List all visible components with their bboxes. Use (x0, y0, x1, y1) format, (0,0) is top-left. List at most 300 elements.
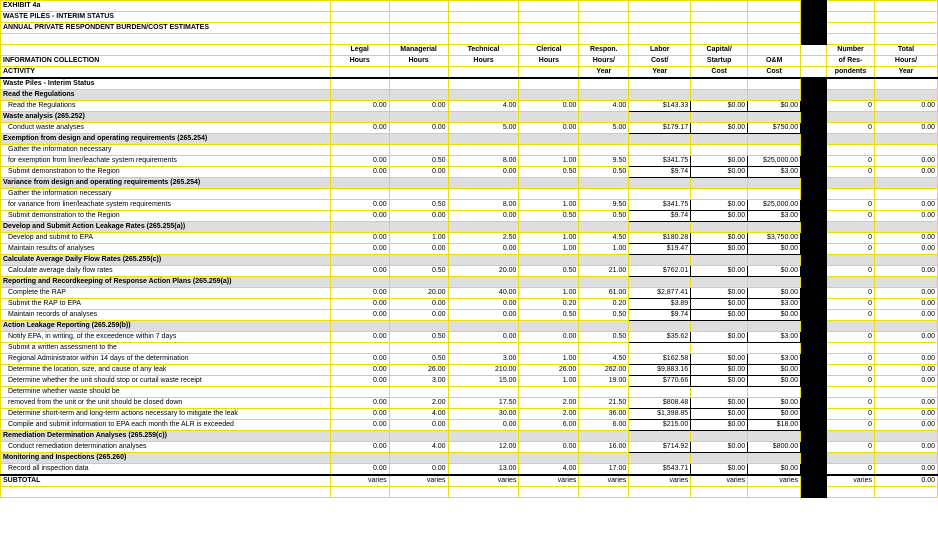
empty-cell (691, 78, 748, 90)
value-cell: 8.00 (448, 200, 519, 211)
empty-cell (629, 145, 691, 156)
value-cell: 0.00 (330, 233, 389, 244)
empty-cell (691, 453, 748, 464)
empty-cell (330, 145, 389, 156)
empty-cell (519, 178, 579, 189)
empty-cell (801, 321, 827, 332)
empty-cell (691, 277, 748, 288)
empty-cell (748, 431, 801, 442)
empty-cell (579, 78, 629, 90)
empty-cell (801, 90, 827, 101)
activity-label: removed from the unit or the unit should be closed down (1, 398, 331, 409)
value-cell: $0.00 (691, 365, 748, 376)
empty-cell (330, 277, 389, 288)
empty-cell (519, 321, 579, 332)
value-cell: 0.00 (330, 442, 389, 453)
value-cell: $714.92 (629, 442, 691, 453)
empty-cell (801, 277, 827, 288)
value-cell: $0.00 (691, 464, 748, 476)
value-cell: 26.00 (519, 365, 579, 376)
value-cell: 0.00 (874, 266, 937, 277)
activity-label: Submit a written assessment to the (1, 343, 331, 354)
table-row (1, 354, 938, 365)
empty-cell (579, 23, 629, 34)
table-row (1, 387, 938, 398)
value-cell: 21.00 (579, 266, 629, 277)
empty-cell (389, 255, 448, 266)
sheet-title: WASTE PILES - INTERIM STATUS (1, 12, 331, 23)
empty-cell (874, 178, 937, 189)
empty-cell (748, 453, 801, 464)
value-cell: $9,883.16 (629, 365, 691, 376)
activity-label: Submit demonstration to the Region (1, 167, 331, 178)
separator-cell (801, 123, 827, 134)
empty-cell (389, 487, 448, 498)
value-cell: 0.00 (389, 420, 448, 431)
separator-cell (801, 365, 827, 376)
empty-cell (748, 222, 801, 233)
separator-cell (801, 244, 827, 255)
empty-cell (389, 23, 448, 34)
activity-label: Record all inspection data (1, 464, 331, 476)
empty-cell (801, 255, 827, 266)
empty-cell (330, 222, 389, 233)
separator-cell (801, 310, 827, 321)
empty-cell (801, 222, 827, 233)
value-cell: 0.50 (519, 211, 579, 222)
column-header: O&M (748, 56, 801, 67)
empty-cell (801, 12, 827, 23)
value-cell: $0.00 (691, 211, 748, 222)
separator-cell (801, 420, 827, 431)
empty-cell (519, 1, 579, 12)
empty-cell (748, 145, 801, 156)
column-header: Clerical (519, 45, 579, 56)
separator-cell (801, 156, 827, 167)
value-cell: 0.00 (874, 464, 937, 476)
value-cell: 1.00 (519, 288, 579, 299)
empty-cell (629, 453, 691, 464)
column-header (389, 67, 448, 79)
value-cell: $3.00 (748, 354, 801, 365)
column-header: Startup (691, 56, 748, 67)
section-row (1, 453, 938, 464)
empty-cell (519, 222, 579, 233)
empty-cell (748, 1, 801, 12)
value-cell: $0.00 (691, 354, 748, 365)
empty-cell (448, 343, 519, 354)
activity-label: Maintain records of analyses (1, 310, 331, 321)
empty-cell (827, 487, 875, 498)
value-cell: 0 (827, 200, 875, 211)
value-cell: 0.20 (519, 299, 579, 310)
value-cell: 1.00 (519, 233, 579, 244)
empty-cell (874, 277, 937, 288)
value-cell: 0.00 (330, 244, 389, 255)
value-cell: 6.00 (519, 420, 579, 431)
empty-cell (691, 134, 748, 145)
empty-cell (448, 1, 519, 12)
value-cell: 5.00 (579, 123, 629, 134)
value-cell: 0.00 (330, 409, 389, 420)
value-cell: 0 (827, 233, 875, 244)
column-header: pondents (827, 67, 875, 79)
separator-cell (801, 288, 827, 299)
table-row (1, 156, 938, 167)
empty-cell (389, 277, 448, 288)
empty-cell (748, 112, 801, 123)
empty-cell (389, 90, 448, 101)
value-cell: 4.00 (389, 409, 448, 420)
value-cell: $0.00 (691, 398, 748, 409)
value-cell: 0.00 (874, 101, 937, 112)
empty-cell (519, 134, 579, 145)
value-cell: 0 (827, 211, 875, 222)
value-cell: 4.00 (519, 464, 579, 476)
empty-cell (691, 12, 748, 23)
value-cell: $0.00 (691, 288, 748, 299)
value-cell: 0.00 (874, 167, 937, 178)
empty-cell (827, 387, 875, 398)
empty-cell (519, 78, 579, 90)
empty-cell (330, 134, 389, 145)
section-row (1, 321, 938, 332)
value-cell: 0.00 (874, 376, 937, 387)
value-cell: $0.00 (691, 101, 748, 112)
empty-cell (827, 343, 875, 354)
column-header-row (1, 45, 938, 56)
value-cell: 0.00 (330, 123, 389, 134)
sheet-body (1, 1, 938, 498)
empty-cell (579, 1, 629, 12)
value-cell: 0.00 (874, 332, 937, 343)
empty-cell (330, 112, 389, 123)
value-cell: 0.00 (330, 420, 389, 431)
value-cell: 2.00 (519, 398, 579, 409)
empty-cell (330, 1, 389, 12)
table-row (1, 299, 938, 310)
separator-cell (801, 167, 827, 178)
table-row (1, 464, 938, 476)
empty-cell (874, 387, 937, 398)
value-cell: 1.00 (519, 200, 579, 211)
value-cell: $3.00 (748, 167, 801, 178)
value-cell: 9.50 (579, 200, 629, 211)
value-cell: 0.50 (579, 310, 629, 321)
table-row (1, 365, 938, 376)
column-header (448, 67, 519, 79)
value-cell: $0.00 (748, 244, 801, 255)
column-header: Legal (330, 45, 389, 56)
value-cell: 16.00 (579, 442, 629, 453)
empty-cell (330, 90, 389, 101)
separator-cell (801, 211, 827, 222)
empty-cell (629, 34, 691, 45)
value-cell: 0 (827, 398, 875, 409)
value-cell: 0.00 (330, 398, 389, 409)
activity-label: Gather the information necessary (1, 189, 331, 200)
value-cell: 0.00 (389, 244, 448, 255)
value-cell: 20.00 (389, 288, 448, 299)
value-cell: $0.00 (691, 233, 748, 244)
value-cell: 0 (827, 354, 875, 365)
empty-cell (801, 178, 827, 189)
empty-cell (519, 453, 579, 464)
separator-cell (801, 233, 827, 244)
value-cell: $2,877.41 (629, 288, 691, 299)
value-cell: 0.00 (448, 420, 519, 431)
empty-cell (748, 189, 801, 200)
value-cell: $25,000.00 (748, 156, 801, 167)
empty-cell (579, 277, 629, 288)
empty-cell (748, 12, 801, 23)
table-row (1, 167, 938, 178)
value-cell: 0.00 (389, 123, 448, 134)
activity-label: Action Leakage Reporting (265.259(b)) (1, 321, 331, 332)
value-cell: 0.00 (330, 464, 389, 476)
column-header: Year (874, 67, 937, 79)
value-cell: 0.00 (874, 156, 937, 167)
empty-cell (748, 321, 801, 332)
empty-cell (448, 431, 519, 442)
empty-cell (827, 90, 875, 101)
empty-cell (801, 134, 827, 145)
empty-cell (691, 222, 748, 233)
section-row (1, 222, 938, 233)
empty-cell (874, 487, 937, 498)
activity-label: Compile and submit information to EPA each month the ALR is exceeded (1, 420, 331, 431)
activity-label: Variance from design and operating requirements (265.254) (1, 178, 331, 189)
empty-cell (827, 112, 875, 123)
spacer-row (1, 487, 938, 498)
value-cell: $0.00 (748, 365, 801, 376)
value-cell: 0.00 (330, 299, 389, 310)
column-header: Labor (629, 45, 691, 56)
value-cell: $0.00 (691, 442, 748, 453)
activity-label: Waste Piles - Interim Status (1, 78, 331, 90)
value-cell: 2.00 (389, 398, 448, 409)
table-row (1, 101, 938, 112)
value-cell: 3.00 (448, 354, 519, 365)
value-cell: 1.00 (579, 244, 629, 255)
column-header: Hours/ (874, 56, 937, 67)
value-cell: 4.00 (389, 442, 448, 453)
separator-cell (801, 442, 827, 453)
value-cell: $18.00 (748, 420, 801, 431)
value-cell: $0.00 (691, 123, 748, 134)
table-row (1, 266, 938, 277)
value-cell: $0.00 (691, 266, 748, 277)
empty-cell (874, 145, 937, 156)
empty-cell (448, 277, 519, 288)
table-row (1, 78, 938, 90)
value-cell: 0.00 (330, 376, 389, 387)
value-cell: 262.00 (579, 365, 629, 376)
value-cell: 19.00 (579, 376, 629, 387)
empty-cell (629, 112, 691, 123)
value-cell: $808.48 (629, 398, 691, 409)
column-header-row (1, 56, 938, 67)
value-cell: 0.00 (874, 354, 937, 365)
activity-label: Exemption from design and operating requirements (265.254) (1, 134, 331, 145)
title-row (1, 12, 938, 23)
table-row (1, 409, 938, 420)
empty-cell (389, 34, 448, 45)
empty-cell (389, 112, 448, 123)
value-cell: $35.62 (629, 332, 691, 343)
empty-cell (389, 189, 448, 200)
value-cell: $9.74 (629, 310, 691, 321)
value-cell: 0 (827, 442, 875, 453)
value-cell: 0.00 (330, 266, 389, 277)
empty-cell (827, 12, 875, 23)
table-row (1, 244, 938, 255)
empty-cell (389, 431, 448, 442)
value-cell: 3.00 (389, 376, 448, 387)
empty-cell (579, 453, 629, 464)
table-row (1, 233, 938, 244)
empty-cell (519, 277, 579, 288)
value-cell: $341.75 (629, 156, 691, 167)
separator-cell (801, 409, 827, 420)
title-row (1, 1, 938, 12)
value-cell: 8.00 (448, 156, 519, 167)
value-cell: 0.00 (448, 211, 519, 222)
empty-cell (579, 112, 629, 123)
empty-cell (579, 178, 629, 189)
value-cell: 0.00 (874, 475, 937, 487)
empty-cell (801, 34, 827, 45)
value-cell: 0 (827, 266, 875, 277)
value-cell: 0.00 (389, 464, 448, 476)
value-cell: $3.00 (748, 299, 801, 310)
empty-cell (330, 255, 389, 266)
column-header: Managerial (389, 45, 448, 56)
activity-label: Calculate average daily flow rates (1, 266, 331, 277)
value-cell: 36.00 (579, 409, 629, 420)
value-cell: 0 (827, 332, 875, 343)
value-cell: varies (748, 475, 801, 487)
empty-cell (519, 387, 579, 398)
value-cell: 0.00 (874, 398, 937, 409)
value-cell: $0.00 (748, 376, 801, 387)
empty-cell (629, 78, 691, 90)
value-cell: $0.00 (691, 167, 748, 178)
value-cell: varies (691, 475, 748, 487)
activity-label: Determine whether the unit should stop or curtail waste receipt (1, 376, 331, 387)
value-cell: 0.00 (330, 310, 389, 321)
separator-cell (801, 376, 827, 387)
activity-label: Remediation Determination Analyses (265.259(c)) (1, 431, 331, 442)
empty-cell (691, 90, 748, 101)
table-row (1, 442, 938, 453)
value-cell: 0.00 (519, 332, 579, 343)
empty-cell (801, 23, 827, 34)
activity-label: Monitoring and Inspections (265.260) (1, 453, 331, 464)
empty-cell (801, 343, 827, 354)
value-cell: 0.00 (874, 244, 937, 255)
empty-cell (874, 321, 937, 332)
value-cell: 0.50 (389, 354, 448, 365)
empty-cell (448, 145, 519, 156)
column-header: Hours (330, 56, 389, 67)
separator-cell (801, 354, 827, 365)
empty-cell (874, 431, 937, 442)
empty-cell (629, 255, 691, 266)
table-row (1, 189, 938, 200)
value-cell: 0.00 (874, 420, 937, 431)
value-cell: $762.01 (629, 266, 691, 277)
column-header: Hours (519, 56, 579, 67)
empty-cell (579, 90, 629, 101)
value-cell: $770.66 (629, 376, 691, 387)
value-cell: 12.00 (448, 442, 519, 453)
empty-cell (801, 487, 827, 498)
value-cell: 0 (827, 101, 875, 112)
table-row (1, 123, 938, 134)
value-cell: 0 (827, 167, 875, 178)
empty-cell (691, 255, 748, 266)
section-row (1, 277, 938, 288)
value-cell: 13.00 (448, 464, 519, 476)
empty-cell (748, 343, 801, 354)
value-cell: $25,000.00 (748, 200, 801, 211)
value-cell: 0.00 (874, 409, 937, 420)
value-cell: 1.00 (519, 244, 579, 255)
table-row (1, 398, 938, 409)
value-cell: 40.00 (448, 288, 519, 299)
empty-cell (874, 34, 937, 45)
value-cell: 0.00 (389, 167, 448, 178)
activity-label: Maintain results of analyses (1, 244, 331, 255)
empty-cell (827, 255, 875, 266)
value-cell: $0.00 (748, 288, 801, 299)
separator-cell (801, 200, 827, 211)
empty-cell (330, 431, 389, 442)
column-header: Capital/ (691, 45, 748, 56)
empty-cell (330, 487, 389, 498)
table-row (1, 310, 938, 321)
empty-cell (519, 343, 579, 354)
value-cell: 0 (827, 288, 875, 299)
empty-cell (519, 34, 579, 45)
empty-cell (330, 453, 389, 464)
empty-cell (330, 189, 389, 200)
empty-cell (519, 487, 579, 498)
column-header: Year (579, 67, 629, 79)
empty-cell (579, 222, 629, 233)
value-cell: $3,750.00 (748, 233, 801, 244)
empty-cell (629, 343, 691, 354)
empty-cell (629, 90, 691, 101)
value-cell: $0.00 (748, 310, 801, 321)
empty-cell (748, 134, 801, 145)
empty-cell (519, 431, 579, 442)
empty-cell (827, 34, 875, 45)
value-cell: $3.00 (748, 211, 801, 222)
value-cell: 0.50 (519, 310, 579, 321)
activity-label: Gather the information necessary (1, 145, 331, 156)
empty-cell (579, 134, 629, 145)
empty-cell (448, 189, 519, 200)
separator-cell (801, 398, 827, 409)
column-header: Hours (389, 56, 448, 67)
value-cell: 0.00 (874, 310, 937, 321)
value-cell: $179.17 (629, 123, 691, 134)
value-cell: 0.00 (330, 211, 389, 222)
table-row (1, 343, 938, 354)
activity-label: Determine short-term and long-term actions necessary to mitigate the leak (1, 409, 331, 420)
